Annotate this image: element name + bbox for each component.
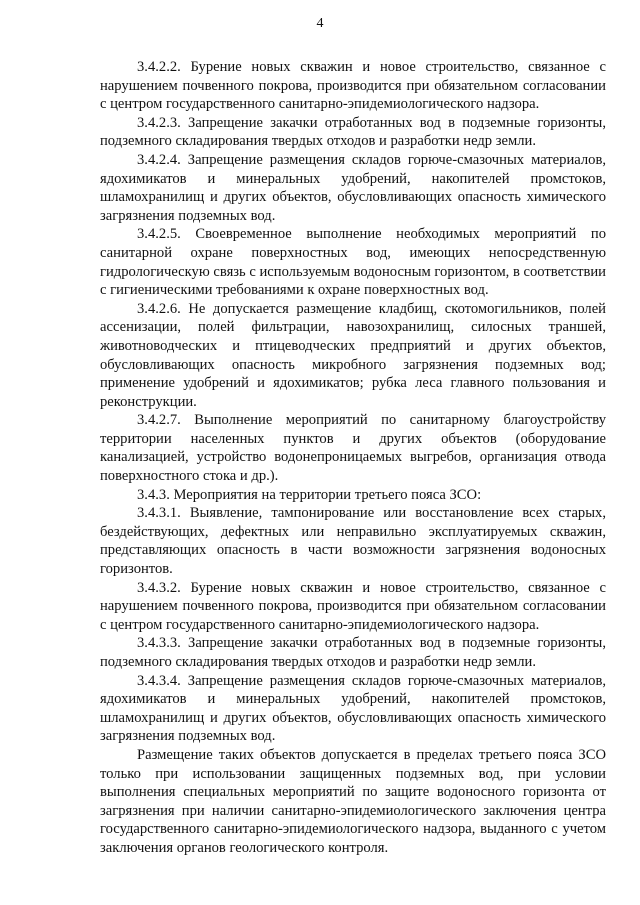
paragraph-3-4-2-3: 3.4.2.3. Запрещение закачки отработанных вод в подземные горизонты, подземного складирования твердых отходов и разработки недр земли. — [100, 114, 606, 150]
document-body — [100, 58, 606, 858]
paragraph-3-4-2-6: 3.4.2.6. Не допускается размещение кладбищ, скотомогильников, полей ассенизации, полей фильтрации, навозохранилищ, силосных траншей, животноводческих и птицеводческих предприятий и других объектов, обусловливающих опасность микробного загрязнения подземных вод; применение удобрений и ядохимикатов; рубка леса главного пользования и реконструкции. — [100, 300, 606, 410]
paragraph-3-4-3-3: 3.4.3.3. Запрещение закачки отработанных вод в подземные горизонты, подземного складирования твердых отходов и разработки недр земли. — [100, 635, 606, 670]
page-number: 4 — [316, 16, 324, 31]
paragraph-3-4-2-2: 3.4.2.2. Бурение новых скважин и новое строительство, связанное с нарушением почвенного покрова, производится при обязательном согласовании с центром государственного санитарно-эпидемиологического надзора. — [100, 59, 606, 113]
paragraph-3-4-2-5: 3.4.2.5. Своевременное выполнение необходимых мероприятий по санитарной охране поверхностных вод, имеющих непосредственную гидрологическую связь с используемым водоносным горизонтом, в соответствии с гигиеническими требованиями к охране поверхностных вод. — [100, 226, 606, 299]
paragraph-3-4-3-2: 3.4.3.2. Бурение новых скважин и новое строительство, связанное с нарушением почвенного покрова, производится при обязательном согласовании с центром государственного санитарно-эпидемиологического надзора. — [100, 579, 606, 633]
paragraph-3-4-3-1: 3.4.3.1. Выявление, тампонирование или восстановление всех старых, бездействующих, дефектных или неправильно эксплуатируемых скважин, представляющих опасность в части возможности загрязнения водоносных горизонтов. — [100, 505, 606, 578]
section-heading-3-4-3: 3.4.3. Мероприятия на территории третьего пояса ЗСО: — [137, 486, 482, 503]
paragraph-3-4-2-4: 3.4.2.4. Запрещение размещения складов горюче-смазочных материалов, ядохимикатов и минеральных удобрений, накопителей промстоков, шламохранилищ и других объектов, обусловливающих опасность химического загрязнения подземных вод. — [100, 151, 606, 224]
paragraph-placement-conditions: Размещение таких объектов допускается в пределах третьего пояса ЗСО только при использовании защищенных подземных вод, при условии выполнения специальных мероприятий по защите водоносного горизонта от загрязнения при наличии санитарно-эпидемиологического заключения центра государственного санитарно-эпидемиологического надзора, выданного с учетом заключения органов геологического контроля. — [100, 746, 606, 856]
paragraph-3-4-3-4: 3.4.3.4. Запрещение размещения складов горюче-смазочных материалов, ядохимикатов и минеральных удобрений, накопителей промстоков, шламохранилищ и других объектов, обусловливающих опасность химического загрязнения подземных вод. — [100, 672, 606, 745]
paragraph-3-4-2-7: 3.4.2.7. Выполнение мероприятий по санитарному благоустройству территории населенных пунктов и других объектов (оборудование канализацией, устройство водонепроницаемых выгребов, организация отвода поверхностного стока и др.). — [100, 412, 606, 485]
